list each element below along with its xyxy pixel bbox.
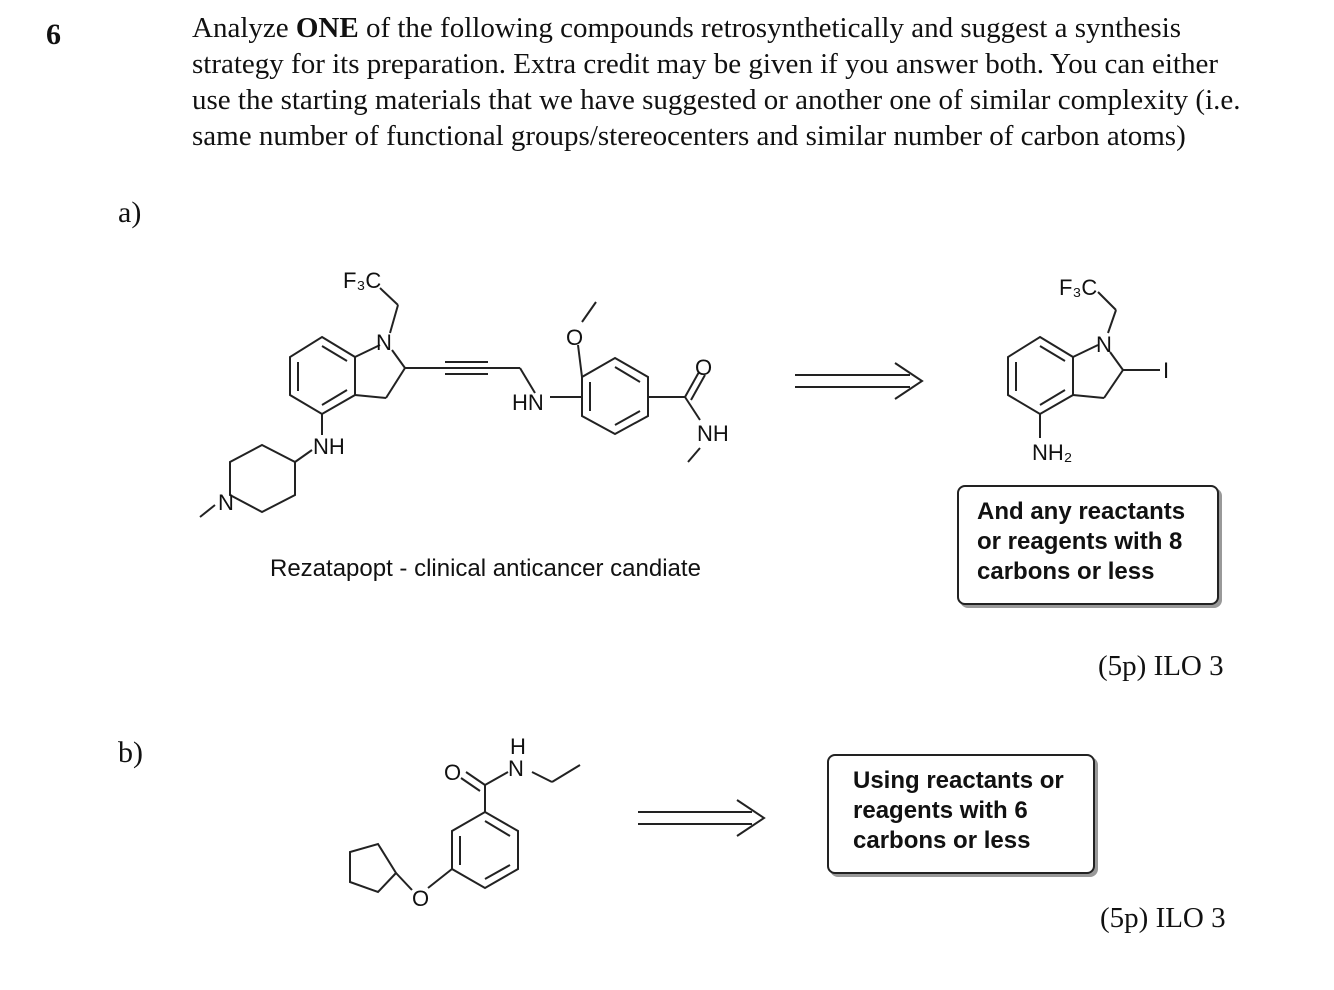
iodoindole-structure: [1008, 275, 1169, 465]
part-b-condition-box: [827, 754, 1095, 874]
f3c-label: F₃C: [343, 268, 382, 293]
nh-link-label: NH: [313, 434, 345, 459]
b-ether-o-label: O: [412, 886, 430, 911]
part-a-condition-box: [957, 485, 1219, 605]
part-b-points: (5p) ILO 3: [1100, 902, 1226, 934]
piperidine-n-label: N: [218, 490, 234, 515]
part-a-points: (5p) ILO 3: [1098, 650, 1224, 682]
box-a-line-3: carbons or less: [977, 558, 1155, 585]
benzamide-structure: [350, 734, 580, 911]
b-benzene-ring: [452, 812, 518, 888]
part-a-label: a): [118, 196, 142, 229]
box-b-line-3: carbons or less: [853, 827, 1031, 854]
intro-emphasis: ONE: [295, 12, 359, 44]
methoxy-o-label: O: [566, 325, 584, 350]
indole-n-label: N: [376, 330, 392, 355]
benzamide-ring: [582, 358, 648, 434]
box-b-line-2: reagents with 6: [853, 797, 1028, 824]
retro-arrow-a: [795, 363, 922, 399]
amide-o-label: O: [695, 355, 713, 380]
intro-text-end: of the following compounds retrosynthetically and suggest a synthesis strategy for its preparation. Extra credit may be given if you answer both. You can either use the starting materials that we have suggested or another one of similar complexity (i.e. same number of functional groups/stereocenters and similar number of carbon atoms): [192, 12, 1241, 152]
cyclopentane-ring: [350, 844, 396, 892]
sm-n-label: N: [1096, 332, 1112, 357]
piperidine-ring: [230, 445, 295, 512]
question-number: 6: [46, 18, 61, 51]
box-b-line-1: Using reactants or: [853, 767, 1064, 794]
sm-f3c-label: F₃C: [1059, 275, 1098, 300]
b-h-label: H: [510, 734, 526, 759]
box-a-line-2: or reagents with 8: [977, 528, 1183, 555]
intro-text-start: Analyze: [192, 12, 296, 44]
b-carbonyl-o-label: O: [444, 760, 462, 785]
retro-arrow-b: [638, 800, 764, 836]
rezatapopt-structure: [200, 268, 729, 517]
iodo-label: I: [1163, 358, 1170, 383]
sm-benzene-ring: [1008, 337, 1073, 414]
hn-aniline-label: HN: [512, 390, 544, 415]
part-b-label: b): [118, 736, 143, 769]
indole-benzene-ring: [290, 337, 355, 414]
compound-caption: Rezatapopt - clinical anticancer candiate: [270, 555, 701, 582]
box-a-line-1: And any reactants: [977, 498, 1186, 525]
amide-nh-label: NH: [697, 421, 729, 446]
b-n-label: N: [508, 756, 524, 781]
nh2-label: NH₂: [1032, 440, 1073, 465]
